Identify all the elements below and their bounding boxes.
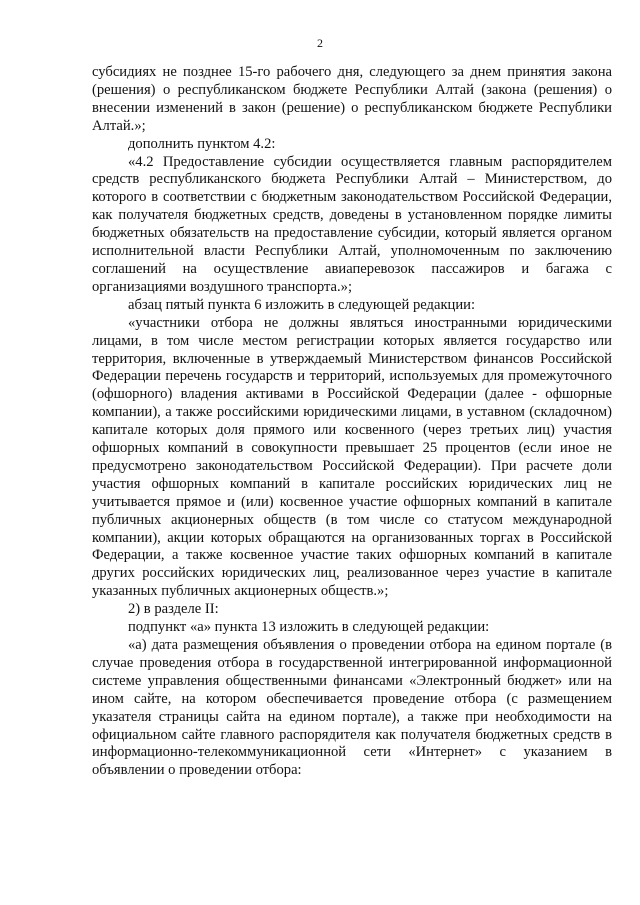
paragraph: «участники отбора не должны являться иностранными юридическими лицами, в том числе местом регистрации которых является государство или территория, включенные в утверждаемый Министерством финансов Российской Федерации перечень государств и территорий, используемых для промежуточного (офшорного) владения активами в Российской Федерации (далее - офшорные компании), а также российскими юридическими лицами, в уставном (складочном) капитале которых доля прямого или косвенного (через третьих лиц) участия офшорных компаний в совокупности превышает 25 процентов (если иное не предусмотрено законодательством Российской Федерации). При расчете доли участия офшорных компаний в капитале российских юридических лиц не учитывается прямое и (или) косвенное участие офшорных компаний в капитале публичных акционерных обществ (в том числе со статусом международной компании), акции которых обращаются на организованных торгах в Российской Федерации, а также косвенное участие таких офшорных компаний в капитале других российских юридических лиц, реализованное через участие в капитале указанных публичных акционерных обществ.»; [92, 314, 612, 600]
paragraph: субсидиях не позднее 15-го рабочего дня, следующего за днем принятия закона (решения) о республиканском бюджете Республики Алтай (закона (решения) о внесении изменений в закон (решение) о республиканском бюджете Республики Алтай.»; [92, 64, 612, 134]
paragraph: «4.2 Предоставление субсидии осуществляется главным распорядителем средств республиканского бюджета Республики Алтай – Министерством, до которого в соответствии с бюджетным законодательством Российской Федерации, как получателя бюджетных средств, доведены в установленном порядке лимиты бюджетных обязательств на предоставление субсидии, который является органом исполнительной власти Республики Алтай, уполномоченным по заключению соглашений на осуществление авиаперевозок пассажиров и багажа с организациями воздушного транспорта.»; [92, 153, 612, 295]
paragraph: «а) дата размещения объявления о проведении отбора на едином портале (в случае проведения отбора в государственной интегрированной информационной системе управления общественными финансами «Электронный бюджет» или на ином сайте, на котором обеспечивается проведение отбора (с размещением указателя страницы сайта на едином портале), а также при необходимости на официальном сайте главного распорядителя как получателя бюджетных средств в информационно-телекоммуникационной сети «Интернет» с указанием в объявлении о проведении отбора: [92, 637, 612, 779]
paragraph: подпункт «а» пункта 13 изложить в следующей редакции: [128, 619, 490, 636]
paragraph: 2) в разделе II: [128, 601, 219, 618]
page-number: 2 [317, 36, 323, 50]
paragraph: абзац пятый пункта 6 изложить в следующей редакции: [128, 296, 476, 313]
paragraph: дополнить пунктом 4.2: [128, 135, 276, 152]
document-body [92, 64, 612, 780]
